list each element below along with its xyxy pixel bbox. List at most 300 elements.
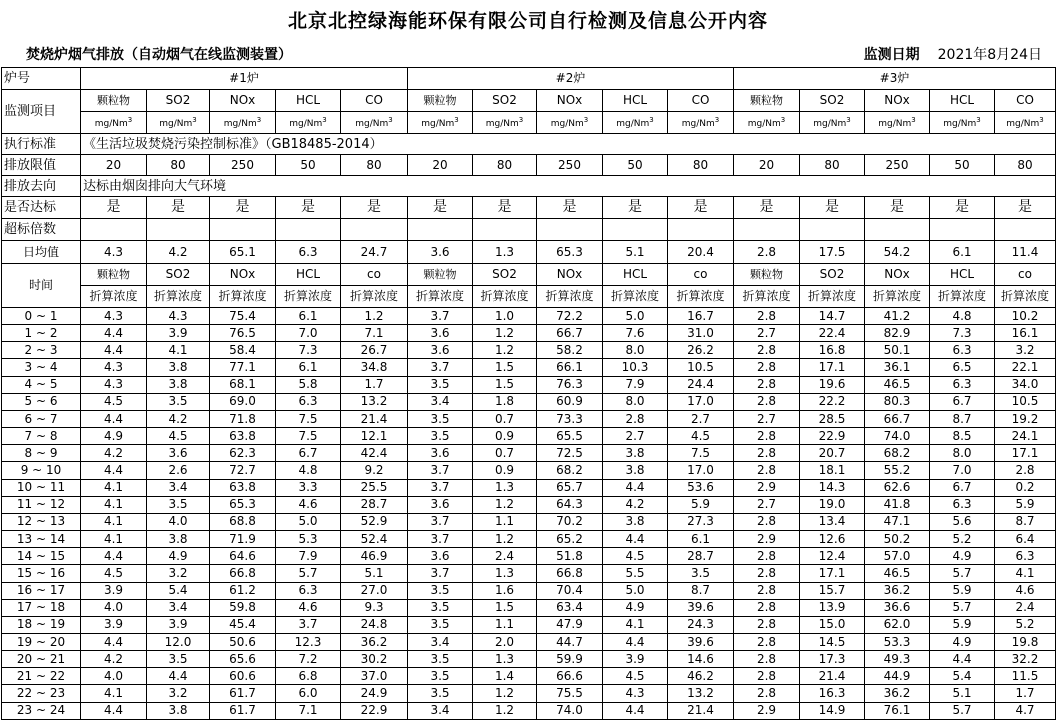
item-name: CO — [995, 90, 1056, 112]
hour-value: 3.2 — [995, 342, 1056, 359]
hour-value: 3.6 — [147, 445, 210, 462]
hour-value: 2.4 — [473, 548, 537, 565]
hour-value: 4.5 — [147, 428, 210, 445]
hour-value: 12.3 — [276, 633, 341, 650]
hour-row — [2, 513, 1056, 530]
hour-value: 14.5 — [800, 633, 865, 650]
daily-avg-value: 65.3 — [537, 241, 603, 264]
hour-value: 1.4 — [473, 668, 537, 685]
hour-value: 3.4 — [408, 393, 473, 410]
item-name-lower: co — [341, 264, 408, 286]
limit-value: 250 — [865, 155, 930, 176]
exceed-value — [276, 219, 341, 241]
item-name: CO — [341, 90, 408, 112]
hour-value: 4.4 — [81, 410, 147, 427]
unit-cell: mg/Nm$^3$ — [210, 112, 276, 134]
hour-value: 59.9 — [537, 651, 603, 668]
hour-value: 2.4 — [995, 599, 1056, 616]
hour-value: 22.9 — [800, 428, 865, 445]
hour-time: 14 ~ 15 — [2, 548, 81, 565]
hour-value: 2.8 — [734, 599, 800, 616]
hour-value: 5.9 — [995, 496, 1056, 513]
item-name: NOx — [210, 90, 276, 112]
hour-value: 12.1 — [341, 428, 408, 445]
hour-time: 15 ~ 16 — [2, 565, 81, 582]
hour-row — [2, 651, 1056, 668]
hour-value: 13.4 — [800, 513, 865, 530]
hour-value: 2.9 — [734, 702, 800, 719]
limit-value: 20 — [81, 155, 147, 176]
unit-cell: mg/Nm$^3$ — [473, 112, 537, 134]
exceed-value — [210, 219, 276, 241]
hour-value: 39.6 — [668, 633, 734, 650]
compliant-value: 是 — [210, 197, 276, 219]
daily-avg-row — [2, 241, 1056, 264]
item-name: HCL — [276, 90, 341, 112]
hour-value: 4.3 — [81, 376, 147, 393]
hour-value: 4.4 — [147, 668, 210, 685]
emission-table — [1, 67, 1056, 720]
hour-value: 1.2 — [473, 531, 537, 548]
daily-avg-value: 20.4 — [668, 241, 734, 264]
hour-value: 5.1 — [341, 565, 408, 582]
hour-value: 3.5 — [408, 428, 473, 445]
hour-value: 1.7 — [341, 376, 408, 393]
hour-value: 28.7 — [341, 496, 408, 513]
hour-value: 1.0 — [473, 308, 537, 325]
hour-value: 4.4 — [81, 633, 147, 650]
compliant-value: 是 — [995, 197, 1056, 219]
hour-time: 7 ~ 8 — [2, 428, 81, 445]
limit-value: 80 — [995, 155, 1056, 176]
hour-value: 3.9 — [603, 651, 668, 668]
hour-row — [2, 685, 1056, 702]
hour-value: 4.0 — [81, 599, 147, 616]
hour-value: 5.3 — [276, 531, 341, 548]
exceed-row — [2, 219, 1056, 241]
hour-value: 4.4 — [603, 702, 668, 719]
exceed-value — [147, 219, 210, 241]
hour-value: 17.1 — [995, 445, 1056, 462]
standard-label: 执行标准 — [2, 134, 81, 155]
hour-value: 36.6 — [865, 599, 930, 616]
hour-value: 5.2 — [995, 616, 1056, 633]
hour-value: 4.3 — [81, 308, 147, 325]
hour-value: 3.5 — [147, 496, 210, 513]
item-name: CO — [668, 90, 734, 112]
hour-value: 16.3 — [800, 685, 865, 702]
date-value: 2021年8月24日 — [937, 47, 1042, 63]
hour-value: 6.1 — [276, 359, 341, 376]
furnace-header: #1炉 — [81, 68, 408, 90]
hour-value: 15.7 — [800, 582, 865, 599]
hour-value: 4.8 — [930, 308, 995, 325]
item-label: 监测项目 — [2, 90, 81, 134]
hour-value: 53.6 — [668, 479, 734, 496]
hour-value: 44.9 — [865, 668, 930, 685]
hour-value: 58.2 — [537, 342, 603, 359]
hour-time: 12 ~ 13 — [2, 513, 81, 530]
limit-value: 50 — [930, 155, 995, 176]
hour-value: 5.9 — [930, 582, 995, 599]
hour-value: 21.4 — [800, 668, 865, 685]
hour-value: 6.1 — [276, 308, 341, 325]
hour-value: 4.0 — [81, 668, 147, 685]
hour-value: 3.8 — [603, 462, 668, 479]
hour-value: 82.9 — [865, 325, 930, 342]
hour-value: 4.3 — [603, 685, 668, 702]
hour-value: 5.4 — [147, 582, 210, 599]
hour-value: 4.4 — [81, 702, 147, 719]
conv-label: 折算浓度 — [276, 286, 341, 308]
hour-value: 49.3 — [865, 651, 930, 668]
hour-row — [2, 702, 1056, 719]
hour-value: 30.2 — [341, 651, 408, 668]
hour-value: 7.6 — [603, 325, 668, 342]
hour-value: 60.9 — [537, 393, 603, 410]
hour-value: 10.3 — [603, 359, 668, 376]
hour-value: 3.9 — [81, 616, 147, 633]
compliant-value: 是 — [81, 197, 147, 219]
hour-time: 11 ~ 12 — [2, 496, 81, 513]
hour-value: 36.1 — [865, 359, 930, 376]
hour-value: 3.5 — [408, 685, 473, 702]
hour-value: 5.9 — [668, 496, 734, 513]
hour-value: 34.0 — [995, 376, 1056, 393]
hour-value: 17.0 — [668, 393, 734, 410]
item-name: NOx — [865, 90, 930, 112]
hour-row — [2, 616, 1056, 633]
hour-value: 4.4 — [81, 325, 147, 342]
hour-row — [2, 496, 1056, 513]
hour-value: 24.9 — [341, 685, 408, 702]
exceed-value — [995, 219, 1056, 241]
time-item-row — [2, 264, 1056, 286]
compliant-value: 是 — [930, 197, 995, 219]
hour-value: 68.2 — [865, 445, 930, 462]
conv-label: 折算浓度 — [995, 286, 1056, 308]
hour-value: 73.3 — [537, 410, 603, 427]
hour-value: 4.2 — [81, 445, 147, 462]
hour-value: 17.0 — [668, 462, 734, 479]
hour-time: 16 ~ 17 — [2, 582, 81, 599]
hour-value: 4.4 — [603, 531, 668, 548]
hour-value: 6.8 — [276, 668, 341, 685]
hour-value: 57.0 — [865, 548, 930, 565]
conv-label: 折算浓度 — [210, 286, 276, 308]
hour-value: 1.2 — [473, 702, 537, 719]
hour-value: 8.0 — [603, 342, 668, 359]
hour-value: 3.5 — [408, 582, 473, 599]
hour-value: 59.8 — [210, 599, 276, 616]
hour-value: 2.8 — [734, 462, 800, 479]
hour-value: 5.1 — [930, 685, 995, 702]
hour-value: 52.9 — [341, 513, 408, 530]
hour-value: 19.0 — [800, 496, 865, 513]
conv-row — [2, 286, 1056, 308]
hour-value: 50.1 — [865, 342, 930, 359]
hour-value: 68.2 — [537, 462, 603, 479]
hour-value: 58.4 — [210, 342, 276, 359]
hour-value: 74.0 — [537, 702, 603, 719]
hour-value: 3.6 — [408, 445, 473, 462]
hour-value: 2.8 — [734, 565, 800, 582]
hour-value: 2.8 — [995, 462, 1056, 479]
hour-value: 1.5 — [473, 376, 537, 393]
hour-value: 14.9 — [800, 702, 865, 719]
hour-value: 4.9 — [930, 548, 995, 565]
hour-value: 4.5 — [603, 548, 668, 565]
hour-value: 4.5 — [603, 668, 668, 685]
hour-value: 3.5 — [408, 410, 473, 427]
hour-value: 6.3 — [276, 393, 341, 410]
hour-value: 62.3 — [210, 445, 276, 462]
item-name: NOx — [537, 90, 603, 112]
conv-label: 折算浓度 — [930, 286, 995, 308]
unit-cell: mg/Nm$^3$ — [603, 112, 668, 134]
standard-text: 《生活垃圾焚烧污染控制标准》（GB18485-2014） — [81, 134, 1056, 155]
hour-value: 16.1 — [995, 325, 1056, 342]
hour-value: 53.3 — [865, 633, 930, 650]
hour-value: 4.1 — [81, 496, 147, 513]
item-name-lower: SO2 — [147, 264, 210, 286]
compliant-value: 是 — [800, 197, 865, 219]
hour-value: 1.2 — [473, 325, 537, 342]
hour-value: 32.2 — [995, 651, 1056, 668]
hour-value: 3.4 — [408, 702, 473, 719]
page-title: 北京北控绿海能环保有限公司自行检测及信息公开内容 — [287, 10, 768, 32]
compliant-value: 是 — [537, 197, 603, 219]
hour-value: 2.7 — [734, 496, 800, 513]
hour-time: 23 ~ 24 — [2, 702, 81, 719]
item-name: 颗粒物 — [81, 90, 147, 112]
hour-value: 4.1 — [81, 685, 147, 702]
conv-label: 折算浓度 — [734, 286, 800, 308]
hour-value: 64.3 — [537, 496, 603, 513]
hour-value: 3.9 — [81, 582, 147, 599]
hour-value: 14.3 — [800, 479, 865, 496]
limit-value: 20 — [408, 155, 473, 176]
hour-value: 2.8 — [734, 633, 800, 650]
hour-value: 2.7 — [734, 410, 800, 427]
hour-value: 7.0 — [930, 462, 995, 479]
hour-value: 63.4 — [537, 599, 603, 616]
hour-value: 7.5 — [668, 445, 734, 462]
hour-value: 1.2 — [473, 496, 537, 513]
exceed-label: 超标倍数 — [2, 219, 81, 241]
unit-cell: mg/Nm$^3$ — [995, 112, 1056, 134]
exceed-value — [341, 219, 408, 241]
conv-label: 折算浓度 — [537, 286, 603, 308]
hour-value: 13.2 — [341, 393, 408, 410]
compliant-row — [2, 197, 1056, 219]
daily-avg-value: 65.1 — [210, 241, 276, 264]
item-name: HCL — [603, 90, 668, 112]
hour-value: 1.1 — [473, 616, 537, 633]
hour-value: 4.4 — [603, 479, 668, 496]
limit-value: 50 — [603, 155, 668, 176]
hour-value: 4.2 — [147, 410, 210, 427]
hour-value: 3.9 — [147, 616, 210, 633]
hour-value: 2.8 — [734, 342, 800, 359]
destination-row — [2, 176, 1056, 197]
hour-value: 10.5 — [668, 359, 734, 376]
hour-value: 16.7 — [668, 308, 734, 325]
hour-row — [2, 342, 1056, 359]
hour-value: 46.9 — [341, 548, 408, 565]
hour-value: 11.5 — [995, 668, 1056, 685]
hour-value: 19.6 — [800, 376, 865, 393]
hour-value: 4.3 — [81, 359, 147, 376]
hour-value: 3.2 — [147, 685, 210, 702]
hour-value: 5.8 — [276, 376, 341, 393]
limit-row — [2, 155, 1056, 176]
hour-value: 68.8 — [210, 513, 276, 530]
hour-value: 62.0 — [865, 616, 930, 633]
hour-value: 6.3 — [995, 548, 1056, 565]
unit-cell: mg/Nm$^3$ — [341, 112, 408, 134]
item-name-lower: co — [995, 264, 1056, 286]
hour-value: 3.5 — [408, 599, 473, 616]
hour-row — [2, 531, 1056, 548]
hour-row — [2, 359, 1056, 376]
unit-cell: mg/Nm$^3$ — [734, 112, 800, 134]
hour-value: 3.8 — [147, 359, 210, 376]
hour-value: 4.6 — [995, 582, 1056, 599]
hour-value: 55.2 — [865, 462, 930, 479]
unit-cell: mg/Nm$^3$ — [408, 112, 473, 134]
hour-value: 66.7 — [865, 410, 930, 427]
hour-value: 2.8 — [734, 445, 800, 462]
exceed-value — [668, 219, 734, 241]
hour-value: 16.8 — [800, 342, 865, 359]
exceed-value — [930, 219, 995, 241]
hour-value: 2.8 — [734, 616, 800, 633]
hour-value: 8.7 — [995, 513, 1056, 530]
unit-cell: mg/Nm$^3$ — [668, 112, 734, 134]
limit-value: 250 — [537, 155, 603, 176]
hour-value: 6.7 — [276, 445, 341, 462]
hour-value: 70.4 — [537, 582, 603, 599]
hour-value: 61.7 — [210, 702, 276, 719]
hour-row — [2, 462, 1056, 479]
hour-time: 4 ~ 5 — [2, 376, 81, 393]
hour-value: 5.7 — [276, 565, 341, 582]
hour-value: 1.8 — [473, 393, 537, 410]
hour-value: 4.1 — [603, 616, 668, 633]
hour-value: 45.4 — [210, 616, 276, 633]
hour-value: 3.5 — [147, 393, 210, 410]
hour-value: 1.3 — [473, 479, 537, 496]
hour-value: 4.4 — [81, 548, 147, 565]
hour-value: 34.8 — [341, 359, 408, 376]
item-name-lower: 颗粒物 — [734, 264, 800, 286]
hour-value: 2.8 — [734, 651, 800, 668]
hour-value: 22.4 — [800, 325, 865, 342]
hour-value: 2.8 — [734, 668, 800, 685]
hour-value: 4.5 — [81, 393, 147, 410]
hour-time: 10 ~ 11 — [2, 479, 81, 496]
hour-value: 77.1 — [210, 359, 276, 376]
hour-value: 1.3 — [473, 565, 537, 582]
hour-value: 4.4 — [930, 651, 995, 668]
hour-row — [2, 599, 1056, 616]
exceed-value — [734, 219, 800, 241]
limit-value: 80 — [147, 155, 210, 176]
limit-value: 50 — [276, 155, 341, 176]
hour-value: 3.2 — [147, 565, 210, 582]
hour-value: 28.5 — [800, 410, 865, 427]
hour-value: 1.3 — [473, 651, 537, 668]
hour-value: 0.7 — [473, 445, 537, 462]
conv-label: 折算浓度 — [81, 286, 147, 308]
hour-value: 4.3 — [147, 308, 210, 325]
hour-value: 2.8 — [603, 410, 668, 427]
daily-avg-value: 5.1 — [603, 241, 668, 264]
furnace-header: #3炉 — [734, 68, 1056, 90]
hour-row — [2, 582, 1056, 599]
hour-value: 27.3 — [668, 513, 734, 530]
hour-value: 6.4 — [995, 531, 1056, 548]
hour-value: 4.9 — [147, 548, 210, 565]
hour-row — [2, 410, 1056, 427]
hour-value: 28.7 — [668, 548, 734, 565]
hour-time: 21 ~ 22 — [2, 668, 81, 685]
hour-value: 7.2 — [276, 651, 341, 668]
hour-time: 20 ~ 21 — [2, 651, 81, 668]
hour-value: 7.3 — [930, 325, 995, 342]
hour-value: 75.4 — [210, 308, 276, 325]
hour-value: 6.1 — [668, 531, 734, 548]
daily-avg-value: 1.3 — [473, 241, 537, 264]
furnace-label: 炉号 — [2, 68, 81, 90]
item-name-lower: NOx — [210, 264, 276, 286]
hour-value: 4.1 — [81, 479, 147, 496]
hour-value: 0.2 — [995, 479, 1056, 496]
hour-row — [2, 325, 1056, 342]
hour-time: 22 ~ 23 — [2, 685, 81, 702]
hour-value: 2.8 — [734, 308, 800, 325]
hour-value: 3.7 — [408, 531, 473, 548]
hour-value: 3.5 — [668, 565, 734, 582]
hour-value: 10.5 — [995, 393, 1056, 410]
hour-value: 46.5 — [865, 565, 930, 582]
exceed-value — [81, 219, 147, 241]
hour-value: 6.5 — [930, 359, 995, 376]
hour-time: 19 ~ 20 — [2, 633, 81, 650]
hour-value: 3.3 — [276, 479, 341, 496]
hour-value: 65.2 — [537, 531, 603, 548]
hour-row — [2, 633, 1056, 650]
item-name: HCL — [930, 90, 995, 112]
furnace-row — [2, 68, 1056, 90]
hour-value: 4.2 — [603, 496, 668, 513]
hour-value: 3.8 — [603, 513, 668, 530]
hour-value: 1.2 — [473, 685, 537, 702]
conv-label: 折算浓度 — [668, 286, 734, 308]
hour-value: 3.7 — [408, 513, 473, 530]
unit-cell: mg/Nm$^3$ — [147, 112, 210, 134]
daily-avg-value: 4.2 — [147, 241, 210, 264]
hour-value: 6.3 — [930, 496, 995, 513]
compliant-label: 是否达标 — [2, 197, 81, 219]
item-name: 颗粒物 — [734, 90, 800, 112]
hour-value: 3.7 — [408, 479, 473, 496]
hour-row — [2, 393, 1056, 410]
hour-value: 3.4 — [408, 633, 473, 650]
hour-value: 44.7 — [537, 633, 603, 650]
hour-value: 64.6 — [210, 548, 276, 565]
